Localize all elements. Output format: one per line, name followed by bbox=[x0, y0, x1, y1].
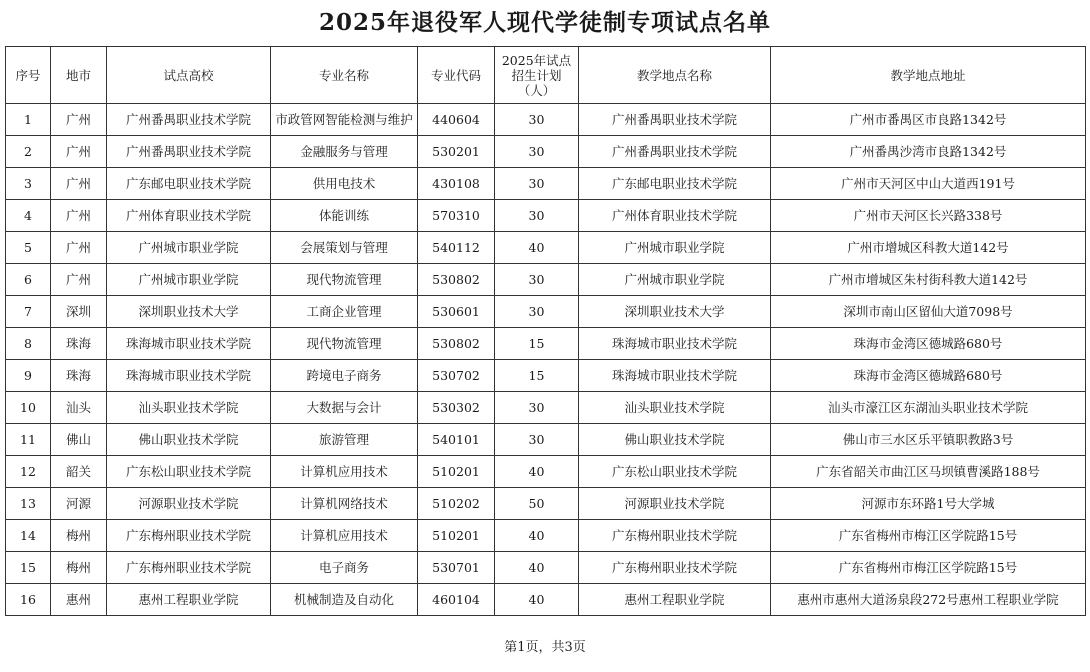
table-body bbox=[6, 104, 1086, 616]
cell-school: 深圳职业技术大学 bbox=[107, 296, 271, 328]
cell-site: 广州体育职业技术学院 bbox=[579, 200, 771, 232]
page-number: 第1页，共3页 bbox=[504, 640, 586, 655]
cell-site: 珠海城市职业技术学院 bbox=[579, 360, 771, 392]
cell-address: 河源市东环路1号大学城 bbox=[771, 488, 1086, 520]
cell-city: 广州 bbox=[51, 168, 107, 200]
cell-code: 530802 bbox=[418, 264, 495, 296]
cell-code: 530201 bbox=[418, 136, 495, 168]
cell-site: 广州城市职业学院 bbox=[579, 264, 771, 296]
table-row bbox=[6, 328, 1086, 360]
table-header-row bbox=[6, 47, 1086, 104]
cell-address: 珠海市金湾区德城路680号 bbox=[771, 328, 1086, 360]
cell-city: 河源 bbox=[51, 488, 107, 520]
cell-city: 广州 bbox=[51, 264, 107, 296]
cell-school: 珠海城市职业技术学院 bbox=[107, 328, 271, 360]
cell-site: 广东松山职业技术学院 bbox=[579, 456, 771, 488]
header-major: 专业名称 bbox=[271, 47, 418, 104]
cell-index: 1 bbox=[6, 104, 51, 136]
cell-major: 工商企业管理 bbox=[271, 296, 418, 328]
cell-major: 机械制造及自动化 bbox=[271, 584, 418, 616]
cell-site: 惠州工程职业学院 bbox=[579, 584, 771, 616]
cell-plan: 30 bbox=[495, 296, 579, 328]
cell-site: 广州城市职业学院 bbox=[579, 232, 771, 264]
cell-major: 大数据与会计 bbox=[271, 392, 418, 424]
cell-plan: 40 bbox=[495, 584, 579, 616]
cell-address: 广州市天河区中山大道西191号 bbox=[771, 168, 1086, 200]
cell-site: 深圳职业技术大学 bbox=[579, 296, 771, 328]
table-row bbox=[6, 136, 1086, 168]
cell-major: 电子商务 bbox=[271, 552, 418, 584]
cell-major: 供用电技术 bbox=[271, 168, 418, 200]
table-row bbox=[6, 552, 1086, 584]
cell-code: 530702 bbox=[418, 360, 495, 392]
cell-school: 惠州工程职业学院 bbox=[107, 584, 271, 616]
cell-plan: 40 bbox=[495, 552, 579, 584]
cell-plan: 15 bbox=[495, 360, 579, 392]
cell-code: 460104 bbox=[418, 584, 495, 616]
cell-index: 14 bbox=[6, 520, 51, 552]
cell-index: 3 bbox=[6, 168, 51, 200]
cell-plan: 30 bbox=[495, 200, 579, 232]
cell-school: 汕头职业技术学院 bbox=[107, 392, 271, 424]
header-address: 教学地点地址 bbox=[771, 47, 1086, 104]
cell-index: 12 bbox=[6, 456, 51, 488]
cell-city: 韶关 bbox=[51, 456, 107, 488]
cell-site: 广东邮电职业技术学院 bbox=[579, 168, 771, 200]
cell-city: 珠海 bbox=[51, 360, 107, 392]
cell-major: 体能训练 bbox=[271, 200, 418, 232]
cell-plan: 30 bbox=[495, 264, 579, 296]
cell-plan: 40 bbox=[495, 456, 579, 488]
page-title: 2025年退役军人现代学徒制专项试点名单 bbox=[318, 9, 771, 36]
cell-major: 旅游管理 bbox=[271, 424, 418, 456]
cell-site: 佛山职业技术学院 bbox=[579, 424, 771, 456]
table-row bbox=[6, 488, 1086, 520]
table-row bbox=[6, 168, 1086, 200]
cell-code: 530802 bbox=[418, 328, 495, 360]
cell-address: 广州市天河区长兴路338号 bbox=[771, 200, 1086, 232]
cell-plan: 30 bbox=[495, 392, 579, 424]
table-row bbox=[6, 200, 1086, 232]
cell-school: 广州番禺职业技术学院 bbox=[107, 104, 271, 136]
cell-site: 广州番禺职业技术学院 bbox=[579, 104, 771, 136]
cell-address: 佛山市三水区乐平镇职教路3号 bbox=[771, 424, 1086, 456]
cell-city: 珠海 bbox=[51, 328, 107, 360]
cell-plan: 15 bbox=[495, 328, 579, 360]
cell-site: 广东梅州职业技术学院 bbox=[579, 520, 771, 552]
cell-index: 13 bbox=[6, 488, 51, 520]
cell-index: 7 bbox=[6, 296, 51, 328]
cell-city: 深圳 bbox=[51, 296, 107, 328]
cell-city: 佛山 bbox=[51, 424, 107, 456]
pilot-list-table bbox=[5, 46, 1086, 616]
header-index: 序号 bbox=[6, 47, 51, 104]
cell-major: 现代物流管理 bbox=[271, 264, 418, 296]
cell-index: 5 bbox=[6, 232, 51, 264]
cell-school: 广东梅州职业技术学院 bbox=[107, 520, 271, 552]
table-row bbox=[6, 104, 1086, 136]
header-city: 地市 bbox=[51, 47, 107, 104]
table-row bbox=[6, 424, 1086, 456]
cell-code: 440604 bbox=[418, 104, 495, 136]
cell-school: 广东梅州职业技术学院 bbox=[107, 552, 271, 584]
header-plan: 2025年试点招生计划（人） bbox=[495, 47, 579, 104]
cell-plan: 40 bbox=[495, 520, 579, 552]
cell-address: 广东省梅州市梅江区学院路15号 bbox=[771, 520, 1086, 552]
cell-school: 广州城市职业学院 bbox=[107, 232, 271, 264]
table-row bbox=[6, 360, 1086, 392]
cell-school: 广州城市职业学院 bbox=[107, 264, 271, 296]
cell-site: 河源职业技术学院 bbox=[579, 488, 771, 520]
cell-major: 计算机应用技术 bbox=[271, 456, 418, 488]
cell-code: 510201 bbox=[418, 456, 495, 488]
table-row bbox=[6, 584, 1086, 616]
cell-city: 广州 bbox=[51, 136, 107, 168]
cell-school: 佛山职业技术学院 bbox=[107, 424, 271, 456]
cell-code: 510202 bbox=[418, 488, 495, 520]
table-row bbox=[6, 264, 1086, 296]
cell-major: 计算机应用技术 bbox=[271, 520, 418, 552]
cell-plan: 30 bbox=[495, 168, 579, 200]
cell-major: 市政管网智能检测与维护 bbox=[271, 104, 418, 136]
cell-code: 530302 bbox=[418, 392, 495, 424]
cell-plan: 40 bbox=[495, 232, 579, 264]
cell-index: 10 bbox=[6, 392, 51, 424]
cell-major: 现代物流管理 bbox=[271, 328, 418, 360]
cell-index: 11 bbox=[6, 424, 51, 456]
cell-city: 梅州 bbox=[51, 520, 107, 552]
cell-code: 540112 bbox=[418, 232, 495, 264]
table-row bbox=[6, 392, 1086, 424]
cell-site: 珠海城市职业技术学院 bbox=[579, 328, 771, 360]
header-school: 试点高校 bbox=[107, 47, 271, 104]
cell-plan: 50 bbox=[495, 488, 579, 520]
cell-index: 6 bbox=[6, 264, 51, 296]
cell-address: 广州番禺沙湾市良路1342号 bbox=[771, 136, 1086, 168]
cell-school: 广东邮电职业技术学院 bbox=[107, 168, 271, 200]
cell-city: 惠州 bbox=[51, 584, 107, 616]
table-row bbox=[6, 296, 1086, 328]
cell-major: 计算机网络技术 bbox=[271, 488, 418, 520]
cell-code: 530601 bbox=[418, 296, 495, 328]
cell-site: 汕头职业技术学院 bbox=[579, 392, 771, 424]
cell-city: 广州 bbox=[51, 104, 107, 136]
table-row bbox=[6, 232, 1086, 264]
cell-index: 16 bbox=[6, 584, 51, 616]
cell-address: 广东省韶关市曲江区马坝镇曹溪路188号 bbox=[771, 456, 1086, 488]
header-code: 专业代码 bbox=[418, 47, 495, 104]
cell-address: 广州市增城区科教大道142号 bbox=[771, 232, 1086, 264]
cell-address: 深圳市南山区留仙大道7098号 bbox=[771, 296, 1086, 328]
cell-school: 广州番禺职业技术学院 bbox=[107, 136, 271, 168]
cell-code: 530701 bbox=[418, 552, 495, 584]
cell-plan: 30 bbox=[495, 136, 579, 168]
cell-major: 会展策划与管理 bbox=[271, 232, 418, 264]
cell-address: 珠海市金湾区德城路680号 bbox=[771, 360, 1086, 392]
cell-school: 河源职业技术学院 bbox=[107, 488, 271, 520]
cell-index: 15 bbox=[6, 552, 51, 584]
cell-school: 广东松山职业技术学院 bbox=[107, 456, 271, 488]
header-site: 教学地点名称 bbox=[579, 47, 771, 104]
cell-major: 金融服务与管理 bbox=[271, 136, 418, 168]
cell-site: 广东梅州职业技术学院 bbox=[579, 552, 771, 584]
cell-major: 跨境电子商务 bbox=[271, 360, 418, 392]
cell-plan: 30 bbox=[495, 424, 579, 456]
cell-city: 广州 bbox=[51, 200, 107, 232]
cell-code: 430108 bbox=[418, 168, 495, 200]
cell-address: 惠州市惠州大道汤泉段272号惠州工程职业学院 bbox=[771, 584, 1086, 616]
cell-address: 广州市增城区朱村街科教大道142号 bbox=[771, 264, 1086, 296]
cell-index: 9 bbox=[6, 360, 51, 392]
cell-city: 广州 bbox=[51, 232, 107, 264]
cell-plan: 30 bbox=[495, 104, 579, 136]
cell-index: 4 bbox=[6, 200, 51, 232]
cell-index: 2 bbox=[6, 136, 51, 168]
cell-school: 珠海城市职业技术学院 bbox=[107, 360, 271, 392]
cell-city: 汕头 bbox=[51, 392, 107, 424]
cell-address: 广州市番禺区市良路1342号 bbox=[771, 104, 1086, 136]
cell-site: 广州番禺职业技术学院 bbox=[579, 136, 771, 168]
cell-school: 广州体育职业技术学院 bbox=[107, 200, 271, 232]
cell-address: 广东省梅州市梅江区学院路15号 bbox=[771, 552, 1086, 584]
table-row bbox=[6, 520, 1086, 552]
cell-city: 梅州 bbox=[51, 552, 107, 584]
cell-index: 8 bbox=[6, 328, 51, 360]
cell-code: 570310 bbox=[418, 200, 495, 232]
cell-code: 510201 bbox=[418, 520, 495, 552]
cell-code: 540101 bbox=[418, 424, 495, 456]
table-row bbox=[6, 456, 1086, 488]
cell-address: 汕头市濠江区东湖汕头职业技术学院 bbox=[771, 392, 1086, 424]
